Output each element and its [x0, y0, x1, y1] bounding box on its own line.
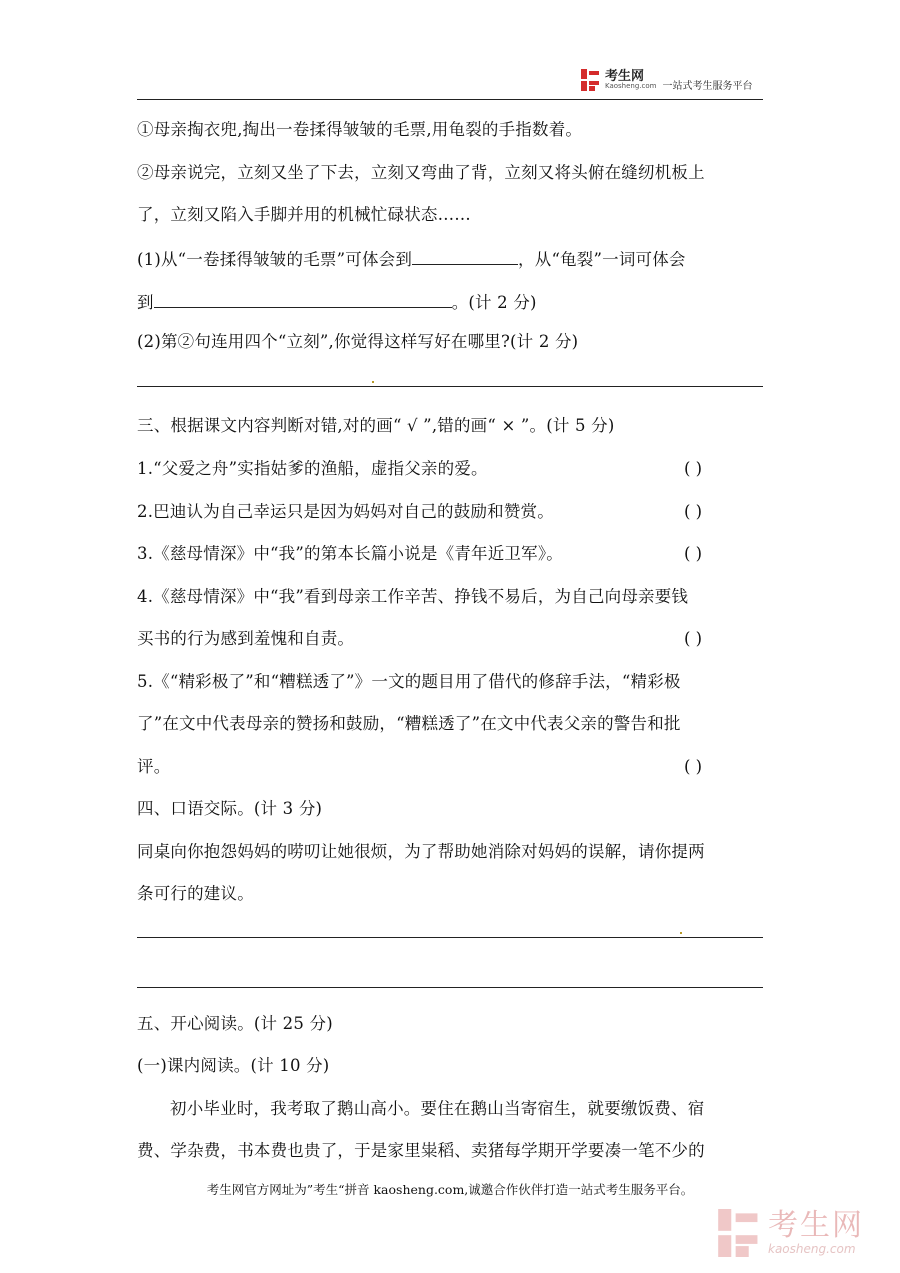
section-4-prompt-line-1: 同桌向你抱怨妈妈的唠叨让她很烦，为了帮助她消除对妈妈的误解，请你提两: [137, 842, 705, 861]
sentence-1: ①母亲掏衣兜,掏出一卷揉得皱皱的毛票,用龟裂的手指数着。: [137, 120, 583, 139]
header-logo[interactable]: [581, 67, 753, 93]
judge-item-5-line-3: 评。: [137, 757, 171, 776]
watermark-name: 考生网: [768, 1208, 864, 1243]
watermark: [718, 1209, 864, 1257]
judge-answer-5[interactable]: ( ): [684, 757, 703, 776]
sentence-2-line-1: ②母亲说完，立刻又坐了下去，立刻又弯曲了背，立刻又将头俯在缝纫机板上: [137, 163, 705, 182]
judge-item-5-line-2: 了”在文中代表母亲的赞扬和鼓励，“糟糕透了”在文中代表父亲的警告和批: [137, 714, 681, 733]
question-1-prefix: (1)从“一卷揉得皱皱的毛票”可体会到: [137, 250, 413, 269]
question-1-suffix: ，从“龟裂”一词可体会: [518, 250, 686, 269]
judge-item-2: 2.巴迪认为自己幸运只是因为妈妈对自己的鼓励和赞赏。: [137, 502, 554, 521]
question-1-line-1: [137, 246, 686, 271]
watermark-logo-icon: [718, 1209, 762, 1257]
watermark-domain: kaosheng.com: [768, 1242, 856, 1256]
judge-answer-2[interactable]: ( ): [684, 502, 703, 521]
judge-answer-3[interactable]: ( ): [684, 544, 703, 563]
subsection-1-heading: (一)课内阅读。(计 10 分): [137, 1056, 330, 1075]
header-slogan: 一站式考生服务平台: [662, 80, 753, 92]
judge-item-4-line-2: 买书的行为感到羞愧和自责。: [137, 629, 355, 648]
judge-item-4-line-1: 4.《慈母情深》中“我”看到母亲工作辛苦、挣钱不易后，为自己向母亲要钱: [137, 587, 689, 606]
answer-blank-2[interactable]: [154, 289, 452, 308]
logo-name: 考生网: [605, 69, 645, 84]
section-5-heading: 五、开心阅读。(计 25 分): [137, 1014, 333, 1033]
speck: [680, 932, 682, 934]
footer-note: 考生网官方网址为”考生“拼音 kaosheng.com,诚邀合作伙伴打造一站式考生服务平台。: [206, 1182, 694, 1197]
judge-item-5-line-1: 5.《“精彩极了”和“糟糕透了”》一文的题目用了借代的修辞手法，“精彩极: [137, 672, 681, 691]
question-1-score: 。(计 2 分): [451, 293, 537, 312]
answer-line-s4-1[interactable]: [137, 937, 763, 938]
logo-domain: Kaosheng.com: [605, 82, 657, 90]
judge-item-3: 3.《慈母情深》中“我”的第本长篇小说是《青年近卫军》。: [137, 544, 563, 563]
question-1-line-2-prefix: 到: [137, 293, 154, 312]
judge-answer-4[interactable]: ( ): [684, 629, 703, 648]
question-1-line-2: [137, 289, 537, 314]
passage-line-1: 初小毕业时，我考取了鹅山高小。要住在鹅山当寄宿生，就要缴饭费、宿: [170, 1099, 705, 1118]
answer-blank-1[interactable]: [412, 246, 518, 265]
passage-line-2: 费、学杂费，书本费也贵了，于是家里粜稻、卖猪每学期开学要凑一笔不少的: [137, 1141, 705, 1160]
sentence-2-line-2: 了，立刻又陷入手脚并用的机械忙碌状态……: [137, 205, 471, 224]
speck: [372, 381, 374, 383]
answer-line-q2[interactable]: [137, 386, 763, 387]
answer-line-s4-2[interactable]: [137, 987, 763, 988]
section-4-heading: 四、口语交际。(计 3 分): [137, 799, 323, 818]
header-divider: [137, 99, 763, 100]
kaosheng-logo-icon: [581, 69, 601, 91]
judge-answer-1[interactable]: ( ): [684, 459, 703, 478]
judge-item-1: 1.“父爱之舟”实指姑爹的渔船，虚指父亲的爱。: [137, 459, 488, 478]
question-2: (2)第②句连用四个“立刻”,你觉得这样写好在哪里?(计 2 分): [137, 332, 579, 351]
section-4-prompt-line-2: 条可行的建议。: [137, 884, 254, 903]
section-3-heading: 三、根据课文内容判断对错,对的画“ √ ”,错的画“ × ”。(计 5 分): [137, 416, 615, 435]
